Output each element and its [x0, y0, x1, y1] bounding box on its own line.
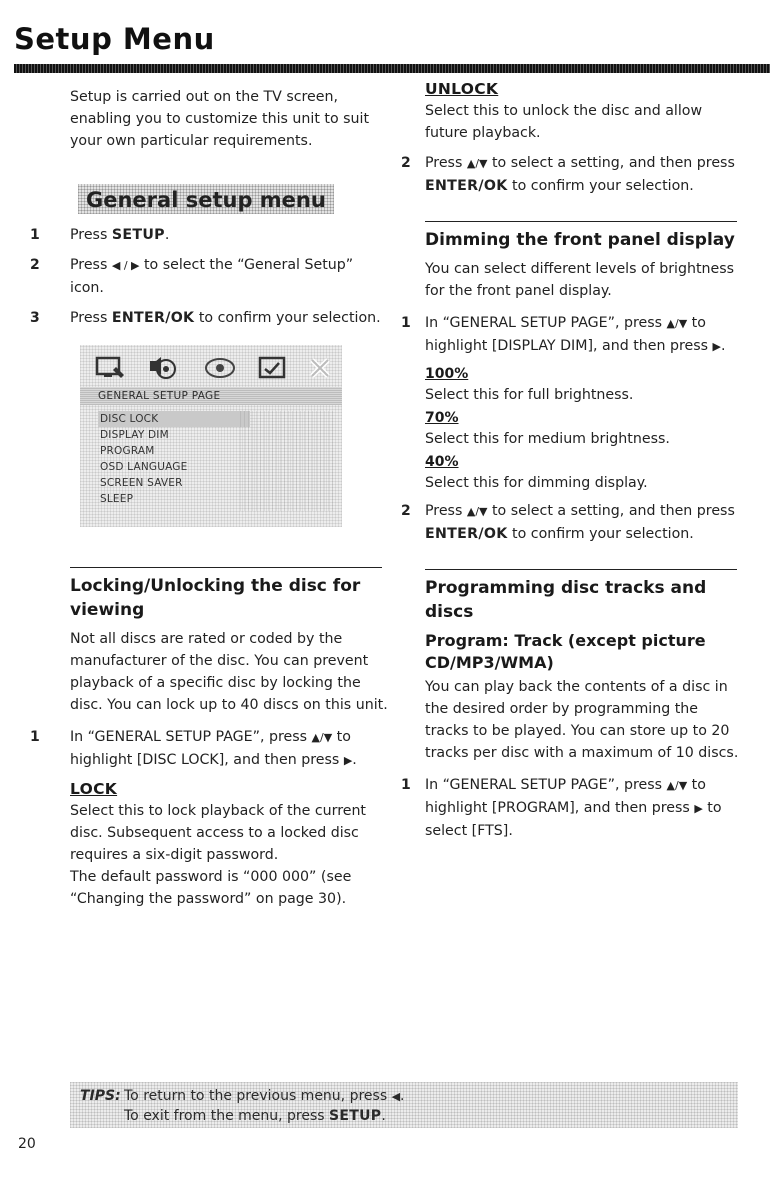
step-text: to select a setting, and then press	[487, 155, 735, 171]
osd-item-display-dim[interactable]: DISPLAY DIM	[100, 429, 169, 441]
header-rule	[14, 64, 770, 73]
dim-option-70-label: 70%	[425, 410, 459, 426]
step-text: In “GENERAL SETUP PAGE”, press	[425, 777, 667, 793]
step-text: to confirm your selection.	[507, 526, 694, 542]
tips-text: .	[381, 1108, 386, 1124]
step-text: Press	[70, 227, 112, 243]
right-arrow-icon: ▶	[712, 340, 722, 353]
step-text: to highlight [DISPLAY DIM], and then press	[425, 315, 713, 354]
step-text: to select the “General Setup” icon.	[70, 257, 354, 296]
general-setup-icon[interactable]	[94, 355, 128, 381]
general-step-3	[30, 307, 390, 329]
step-number: 1	[401, 315, 411, 331]
step-number: 2	[30, 257, 40, 273]
locking-step-2	[401, 152, 743, 197]
step-text: In “GENERAL SETUP PAGE”, press	[70, 729, 312, 745]
step-text: to highlight [PROGRAM], and then press	[425, 777, 706, 816]
programming-body: You can play back the contents of a disc in the desired order by programming the tracks to be played. You can store up to 20 tracks per disc with a maximum of 10 discs.	[425, 679, 739, 761]
step-text: to select a setting, and then press	[487, 503, 735, 519]
lock-option-desc: Select this to lock playback of the current disc. Subsequent access to a locked disc requires a six-digit password.	[70, 803, 366, 863]
osd-item-osd-language[interactable]: OSD LANGUAGE	[100, 461, 188, 473]
osd-value-panel	[240, 411, 336, 511]
locking-step-1	[30, 726, 390, 772]
step-text: .	[721, 338, 726, 354]
tips-label: TIPS:	[80, 1088, 121, 1104]
osd-menu-list	[100, 411, 250, 507]
tips-text: To exit from the menu, press	[124, 1108, 330, 1124]
programming-step-1	[401, 774, 743, 842]
unlock-option-desc: Select this to unlock the disc and allow future playback.	[425, 103, 703, 141]
step-text: .	[164, 227, 170, 243]
step-text: In “GENERAL SETUP PAGE”, press	[425, 315, 667, 331]
right-column	[401, 80, 743, 850]
step-text: to select [FTS].	[425, 800, 722, 839]
audio-setup-icon[interactable]	[146, 355, 182, 381]
up-down-arrows-icon: ▲/▼	[666, 779, 688, 792]
dim-option-40-desc: Select this for dimming display.	[425, 475, 648, 491]
dim-option-100-desc: Select this for full brightness.	[425, 387, 634, 403]
tips-line-1	[124, 1088, 405, 1104]
up-down-arrows-icon: ▲/▼	[666, 317, 688, 330]
right-arrow-icon: ▶	[343, 754, 353, 767]
osd-item-program[interactable]: PROGRAM	[100, 445, 155, 457]
step-text: to highlight [DISC LOCK], and then press	[70, 729, 351, 768]
step-number: 1	[30, 729, 40, 745]
step-text: Press	[425, 155, 467, 171]
step-number: 3	[30, 310, 40, 326]
dimming-step-1	[401, 312, 743, 358]
step-number: 1	[30, 227, 40, 243]
osd-screen	[80, 345, 342, 527]
key-label: ENTER/OK	[425, 526, 508, 542]
tips-text: .	[400, 1088, 405, 1104]
step-text: to confirm your selection.	[507, 178, 694, 194]
general-step-1	[30, 224, 390, 246]
unlock-option-label: UNLOCK	[425, 80, 499, 98]
intro-text: Setup is carried out on the TV screen, enabling you to customize this unit to suit your own particular requirements.	[70, 89, 370, 149]
up-down-arrows-icon: ▲/▼	[466, 157, 488, 170]
video-setup-icon[interactable]	[202, 355, 238, 381]
left-column	[30, 86, 390, 920]
locking-body: Not all discs are rated or coded by the manufacturer of the disc. You can prevent playback of a specific disc by locking the disc. You can lock up to 40 discs on this unit.	[70, 631, 388, 713]
osd-item-screen-saver[interactable]: SCREEN SAVER	[100, 477, 183, 489]
step-number: 2	[401, 155, 411, 171]
dim-option-70-desc: Select this for medium brightness.	[425, 431, 670, 447]
general-setup-banner: General setup menu	[78, 184, 334, 214]
section-divider	[425, 221, 737, 222]
key-label: ENTER/OK	[111, 310, 195, 326]
up-down-arrows-icon: ▲/▼	[311, 731, 333, 744]
tips-line-2	[124, 1108, 386, 1124]
section-divider	[70, 567, 382, 568]
up-down-arrows-icon: ▲/▼	[466, 505, 488, 518]
dimming-body: You can select different levels of brightness for the front panel display.	[425, 261, 735, 299]
page-title: Setup Menu	[14, 22, 215, 56]
dim-option-40-label: 40%	[425, 454, 459, 470]
step-number: 1	[401, 777, 411, 793]
left-right-arrows-icon: ◀ / ▶	[111, 259, 140, 272]
step-text: Press	[70, 310, 112, 326]
osd-item-sleep[interactable]: SLEEP	[100, 493, 134, 505]
key-label: ENTER/OK	[425, 178, 508, 194]
step-text: .	[352, 752, 357, 768]
general-step-2	[30, 254, 390, 299]
right-arrow-icon: ▶	[694, 802, 703, 815]
step-text: to confirm your selection.	[194, 310, 381, 326]
dimming-step-2	[401, 500, 743, 545]
lock-option-password-note: The default password is “000 000” (see “Changing the password” on page 30).	[70, 869, 352, 907]
programming-subheading: Program: Track (except picture CD/MP3/WMA)	[425, 631, 706, 672]
key-label: SETUP	[329, 1108, 382, 1124]
osd-icon-bar	[80, 355, 342, 383]
programming-heading: Programming disc tracks and discs	[425, 578, 707, 622]
lock-option-label: LOCK	[70, 780, 118, 798]
exit-icon[interactable]	[306, 355, 334, 381]
left-arrow-icon: ◀	[391, 1090, 401, 1103]
step-number: 2	[401, 503, 411, 519]
tips-text: To return to the previous menu, press	[124, 1088, 392, 1104]
tips-box	[70, 1082, 738, 1128]
step-text: Press	[70, 257, 112, 273]
section-divider	[425, 569, 737, 570]
osd-page-title: GENERAL SETUP PAGE	[80, 387, 342, 405]
page-number: 20	[18, 1136, 36, 1152]
osd-item-disc-lock[interactable]: DISC LOCK	[98, 411, 250, 427]
dim-option-100-label: 100%	[425, 366, 469, 382]
step-text: Press	[425, 503, 467, 519]
dimming-heading: Dimming the front panel display	[425, 230, 735, 250]
key-label: SETUP	[111, 227, 165, 243]
preference-icon[interactable]	[256, 355, 290, 381]
locking-heading: Locking/Unlocking the disc for viewing	[70, 576, 361, 620]
